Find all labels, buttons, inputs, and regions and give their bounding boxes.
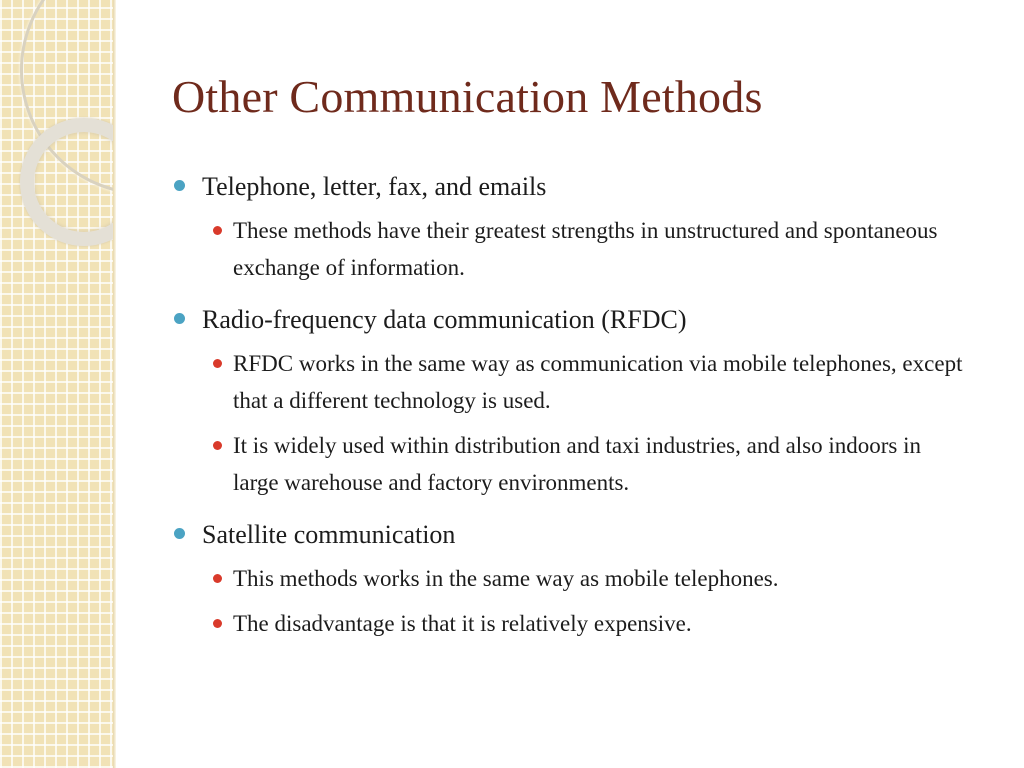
decorative-ring-small: [20, 118, 113, 246]
sub-bullet-dot-icon: [213, 441, 222, 450]
sub-bullet-text: These methods have their greatest strengths in unstructured and spontaneous exchange of information.: [233, 218, 938, 280]
sub-bullet-dot-icon: [213, 619, 222, 628]
bullet-rfdc: [172, 303, 972, 337]
bullet-satellite-communication: [172, 518, 972, 552]
sub-bullet: [172, 345, 972, 419]
bullet-telephone-letter-fax-emails: [172, 170, 972, 204]
slide-title: Other Communication Methods: [172, 71, 763, 122]
sub-bullet: [172, 427, 972, 501]
bullet-dot-icon: [174, 528, 185, 539]
sub-bullet-text: RFDC works in the same way as communication via mobile telephones, except that a different technology is used.: [233, 351, 963, 413]
bullet-text: Telephone, letter, fax, and emails: [202, 172, 547, 201]
bullet-dot-icon: [174, 313, 185, 324]
bullet-dot-icon: [174, 180, 185, 191]
sub-bullet-text: It is widely used within distribution and taxi industries, and also indoors in large warehouse and factory environments.: [233, 433, 922, 495]
side-band-edge: [113, 0, 116, 768]
decorative-side-band: [0, 0, 113, 768]
bullet-text: Satellite communication: [202, 520, 456, 549]
sub-bullet-text: This methods works in the same way as mobile telephones.: [233, 566, 779, 591]
sub-bullet: [172, 605, 972, 642]
sub-bullet-dot-icon: [213, 226, 222, 235]
bullet-text: Radio-frequency data communication (RFDC): [202, 305, 687, 334]
bullet-list: [172, 170, 972, 642]
sub-bullet-text: The disadvantage is that it is relatively expensive.: [233, 611, 692, 636]
sub-bullet-dot-icon: [213, 359, 222, 368]
sub-bullet: [172, 212, 972, 286]
sub-bullet: [172, 560, 972, 597]
sub-bullet-dot-icon: [213, 574, 222, 583]
